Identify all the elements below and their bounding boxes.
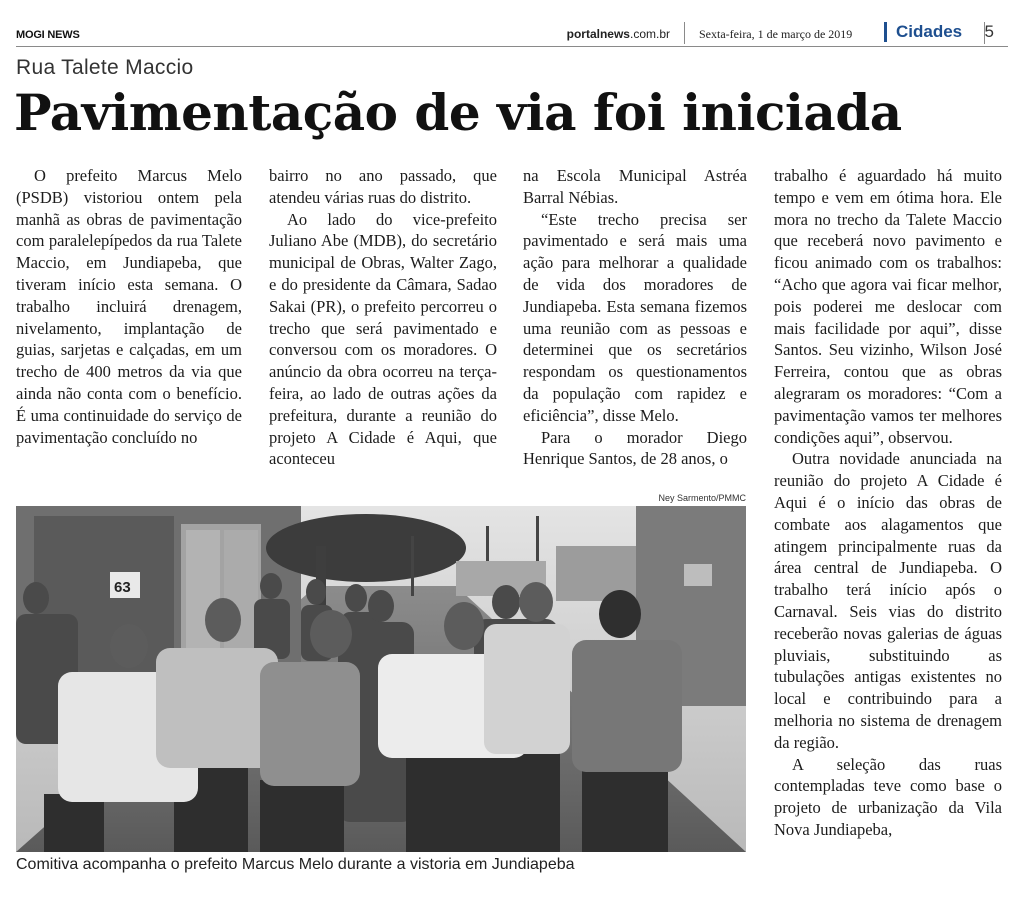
issue-date: Sexta-feira, 1 de março de 2019 xyxy=(699,27,853,41)
paragraph: Para o morador Diego Henrique Santos, de 28 anos, o xyxy=(523,427,747,469)
article-column-4 xyxy=(774,165,1002,841)
article-photo xyxy=(16,506,746,852)
photo-credit: Ney Sarmento/PMMC xyxy=(658,493,746,503)
article-column-2 xyxy=(269,165,497,470)
paragraph: Outra novidade anunciada na reunião do projeto A Cidade é Aqui é o início das obras de combate aos alagamentos que atingem principalmente ruas da área central de Jundiapeba. O trabalho terá início após o Carnaval. Seis vias do distrito receberão novas galerias de águas pluviais, substituindo as tubulações antigas existentes no local e contribuindo para a melhoria no sistema de drenagem da região. xyxy=(774,449,1002,752)
site-url-domain: .com.br xyxy=(629,27,670,41)
article-kicker: Rua Talete Maccio xyxy=(16,56,194,79)
article-column-1 xyxy=(16,165,242,448)
masthead: MOGI NEWS xyxy=(16,29,80,41)
page-header xyxy=(16,20,1008,47)
photo-illustration xyxy=(16,506,746,852)
paragraph: na Escola Municipal Astréa Barral Nébias. xyxy=(523,166,747,207)
site-url-bold: portalnews xyxy=(566,27,630,41)
header-divider xyxy=(684,22,685,44)
section-label: Cidades xyxy=(884,22,996,42)
paragraph: bairro no ano passado, que atendeu várias ruas do distrito. xyxy=(269,166,497,207)
photo-caption: Comitiva acompanha o prefeito Marcus Melo durante a vistoria em Jundiapeba xyxy=(16,856,575,873)
paragraph: Ao lado do vice-prefeito Juliano Abe (MDB), do secretário municipal de Obras, Walter Zago, e do presidente da Câmara, Sadao Sakai (PR), o prefeito percorreu o trecho que será pavimentado e conversou com os moradores. O anúncio da obra ocorreu na terça-feira, ao lado de outras ações da prefeitura, durante a reunião do projeto A Cidade é Aqui, que aconteceu xyxy=(269,209,497,469)
paragraph: “Este trecho precisa ser pavimentado e será mais uma ação para melhorar a qualidade de vida dos moradores de Jundiapeba. Esta semana fizemos uma reunião com as pessoas e determinei que os secretários respondam os questionamentos da população com rapidez e eficiência”, disse Melo. xyxy=(523,209,747,425)
house-number: 63 xyxy=(114,579,131,596)
article-headline: Pavimentação de via foi iniciada xyxy=(14,83,902,142)
site-url xyxy=(567,27,670,41)
page-number: 5 xyxy=(984,22,994,41)
paragraph: trabalho é aguardado há muito tempo e vem em ótima hora. Ele mora no trecho da Talete Maccio que receberá novo pavimento e ficou animado com os trabalhos: “Acho que agora vai ficar melhor, pois poderei me deslocar com mais facilidade por aqui”, disse Santos. Seu vizinho, Wilson José Ferreira, contou que as obras alegraram os moradores: “Com a pavimentação vamos ter melhores condições aqui”, observou. xyxy=(774,166,1002,447)
article-column-3 xyxy=(523,165,747,470)
paragraph: A seleção das ruas contempladas teve como base o projeto de urbanização da Vila Nova Jundiapeba, xyxy=(774,754,1002,839)
paragraph: O prefeito Marcus Melo (PSDB) vistoriou ontem pela manhã as obras de pavimentação com paralelepípedos da rua Talete Maccio, em Jundiapeba, que tiveram início esta semana. O trabalho incluirá drenagem, nivelamento, implantação de guias, sarjetas e calçadas, em um trecho de 400 metros da via que ainda não conta com o benefício. É uma continuidade do serviço de pavimentação concluído no xyxy=(16,166,242,447)
